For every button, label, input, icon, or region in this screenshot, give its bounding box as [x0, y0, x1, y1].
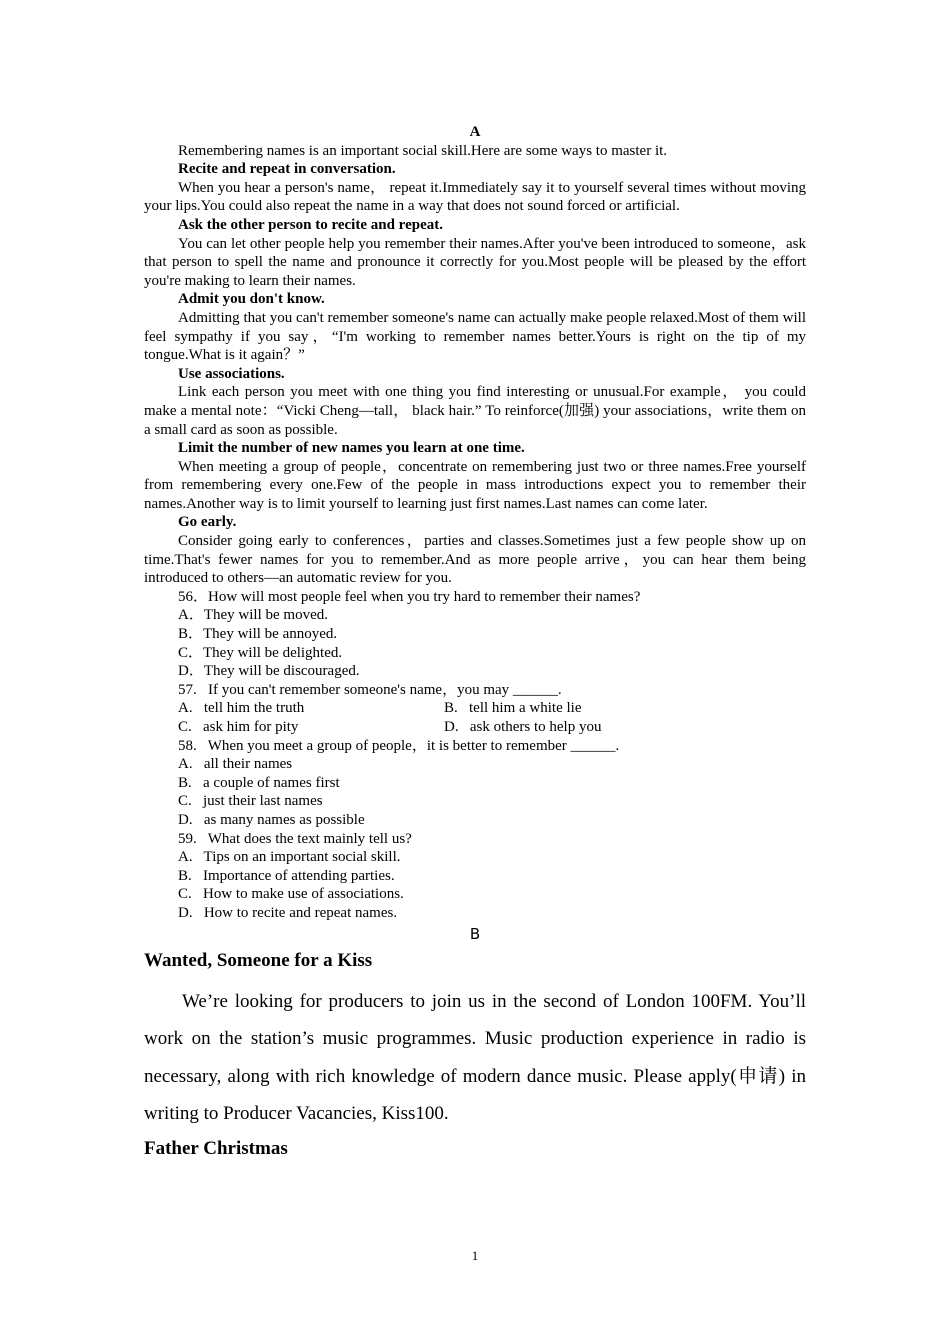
- tip-heading: Ask the other person to recite and repeat.: [178, 216, 443, 233]
- tip-body: When meeting a group of people，concentrate on remembering just two or three names.Free yourself from remembering every one.Few of the people in mass introductions expect you to remember their names.Another way is to limit yourself to learning just first names.Last names can come later.: [144, 458, 806, 512]
- tip-heading: Go early.: [178, 514, 237, 531]
- tip-body: When you hear a person's name， repeat it.Immediately say it to yourself several times without moving your lips.You could also repeat the name in a way that does not sound forced or artificial.: [144, 179, 806, 215]
- answer-option: D. ask others to help you: [444, 719, 602, 735]
- next-ad-title: Father Christmas: [144, 1137, 288, 1159]
- document-page: [144, 123, 806, 1161]
- answer-option: A. tell him the truth: [178, 700, 305, 717]
- page-number: 1: [471, 1248, 479, 1263]
- tip-heading: Recite and repeat in conversation.: [178, 161, 396, 178]
- answer-option: B. tell him a white lie: [444, 700, 582, 717]
- answer-option: A. Tips on an important social skill.: [178, 849, 401, 866]
- answer-option: A．They will be moved.: [178, 607, 328, 624]
- answer-row: [144, 718, 806, 737]
- answer-row: [144, 699, 806, 718]
- answer-option: A. all their names: [178, 756, 293, 773]
- answer-option: B. a couple of names first: [178, 774, 340, 791]
- answer-option: D. How to recite and repeat names.: [178, 904, 398, 921]
- question-59: 59. What does the text mainly tell us?: [178, 830, 412, 847]
- section-b-label: B: [469, 924, 481, 943]
- tip-body: You can let other people help you remember their names.After you've been introduced to someone，ask that person to spell the name and pronounce it correctly for you.Most people will be pleased by the effort you're making to learn their names.: [144, 235, 806, 289]
- answer-option: B．They will be annoyed.: [178, 626, 338, 643]
- section-a-label: A: [469, 124, 481, 140]
- ad-title: Wanted, Someone for a Kiss: [144, 949, 373, 971]
- question-57: 57. If you can't remember someone's name，you may ______.: [178, 681, 562, 698]
- question-56: 56．How will most people feel when you try hard to remember their names?: [178, 588, 641, 605]
- answer-option: C. just their last names: [178, 793, 323, 810]
- answer-option: B. Importance of attending parties.: [178, 867, 395, 884]
- tip-body: Admitting that you can't remember someone's name can actually make people relaxed.Most of them will feel sympathy if you say，“I'm working to remember names better.Yours is right on the tip of my tongue.What is it again？”: [144, 309, 806, 364]
- answer-option: D. as many names as possible: [178, 811, 365, 828]
- answer-option: C. ask him for pity: [178, 719, 299, 735]
- tip-heading: Limit the number of new names you learn at one time.: [178, 440, 525, 457]
- answer-option: C．They will be delighted.: [178, 644, 343, 661]
- tip-body: Consider going early to conferences，parties and classes.Sometimes just a few people show up on time.That's fewer names for you to remember.And as more people arrive，you can hear them being introduced to others—an automatic review for you.: [144, 533, 806, 587]
- tip-heading: Use associations.: [178, 365, 285, 382]
- answer-option: C. How to make use of associations.: [178, 886, 404, 903]
- question-58: 58. When you meet a group of people，it is better to remember ______.: [178, 737, 620, 754]
- tip-body: Link each person you meet with one thing you find interesting or unusual.For example， you could make a mental note：“Vicki Cheng—tall， black hair.” To reinforce(加强) your associations，write them on a small card as soon as possible.: [144, 384, 806, 438]
- answer-option: D．They will be discouraged.: [178, 663, 360, 680]
- section-a: [144, 123, 806, 923]
- tip-heading: Admit you don't know.: [178, 291, 325, 308]
- ad-body: We’re looking for producers to join us in the second of London 100FM. You’ll work on the station’s music programmes. Music production experience in radio is necessary, along with rich knowledge of modern dance music. Please apply(申请) in writing to Producer Vacancies, Kiss100.: [144, 990, 806, 1125]
- intro-paragraph: Remembering names is an important social skill.Here are some ways to master it.: [178, 142, 668, 159]
